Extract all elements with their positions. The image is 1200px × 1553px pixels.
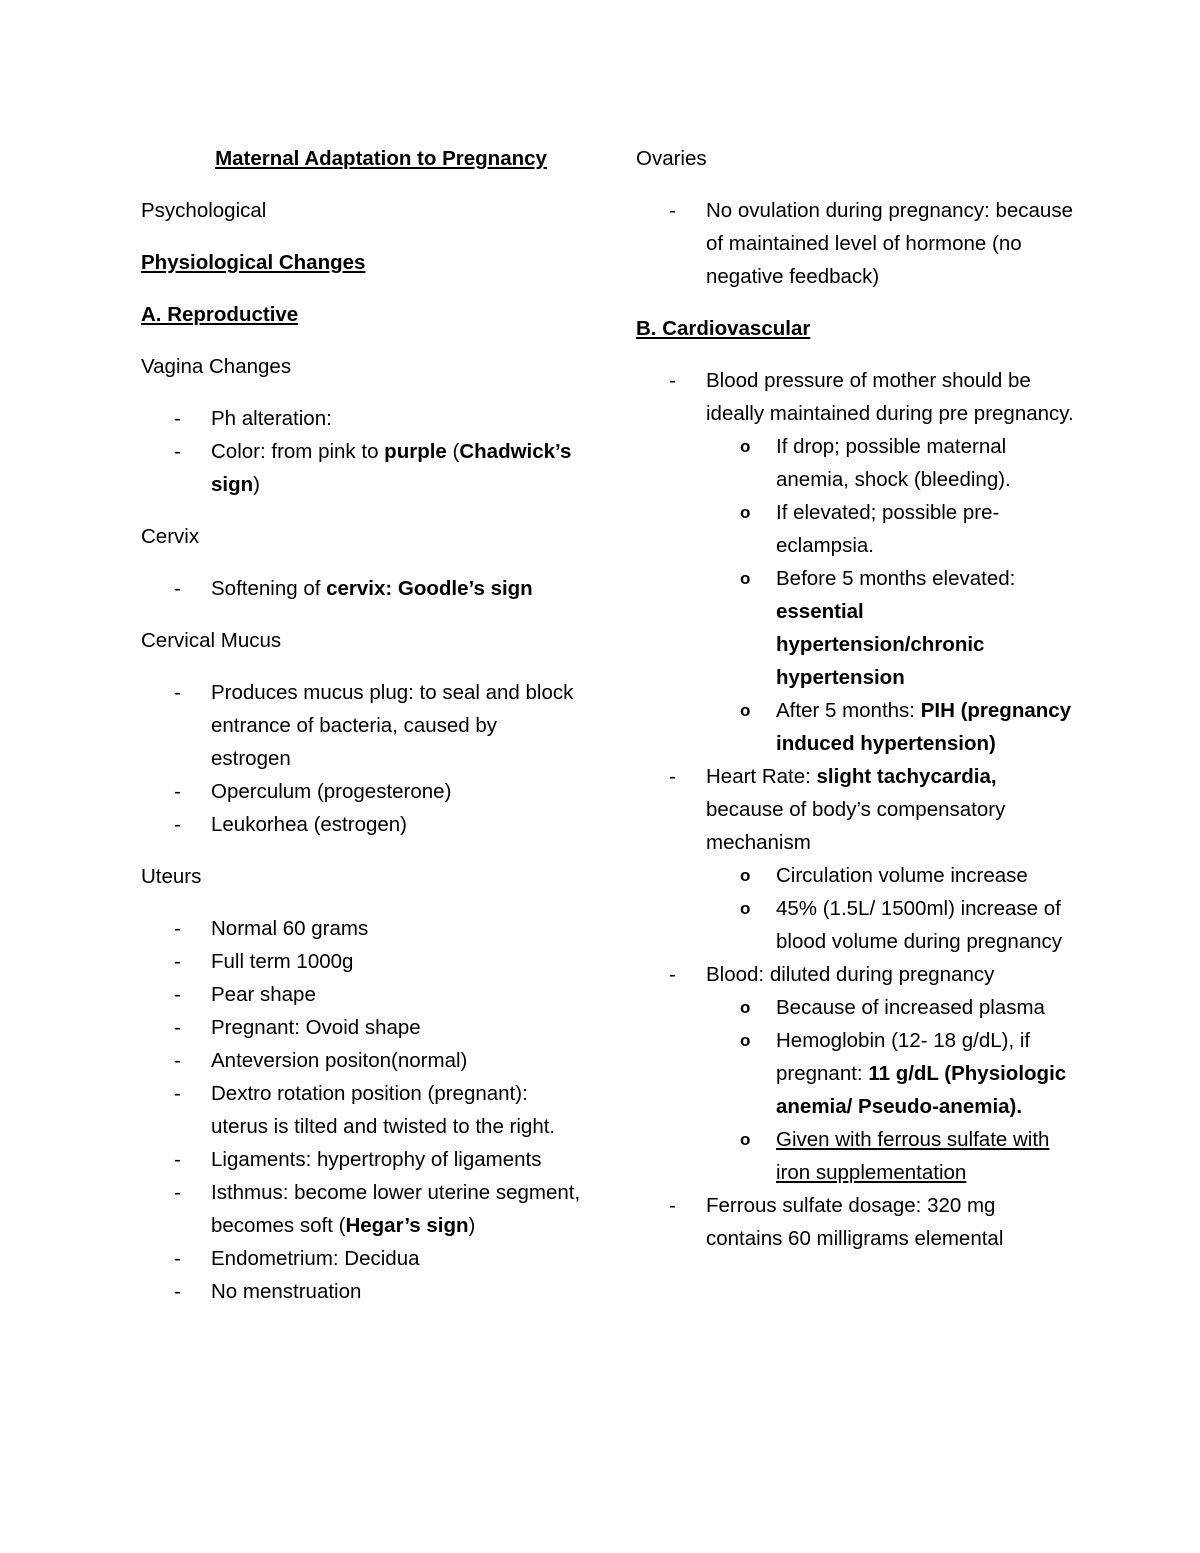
list-item: - Dextro rotation position (pregnant): uterus is tilted and twisted to the right.	[141, 1077, 581, 1143]
list-item: - Ligaments: hypertrophy of ligaments	[141, 1143, 581, 1176]
dash-marker: -	[669, 963, 676, 986]
dash-marker: -	[174, 407, 181, 430]
sub-list-item: o 45% (1.5L/ 1500ml) increase of blood volume during pregnancy	[636, 892, 1076, 958]
circle-bullet-icon: o	[740, 1031, 751, 1050]
heading-ovaries: Ovaries	[636, 147, 707, 170]
heading-cervix: Cervix	[141, 525, 200, 548]
section-a-reproductive: A. Reproductive	[141, 303, 299, 326]
dash-marker: -	[174, 813, 181, 836]
list-item: - Pregnant: Ovoid shape	[141, 1011, 581, 1044]
dash-marker: -	[669, 765, 676, 788]
list-item: - No ovulation during pregnancy: because of maintained level of hormone (no negative feedback)	[636, 194, 1076, 293]
list-item: - Operculum (progesterone)	[141, 775, 581, 808]
dash-marker: -	[174, 950, 181, 973]
dash-marker: -	[174, 917, 181, 940]
list-item: - Blood pressure of mother should be ideally maintained during pre pregnancy.	[636, 364, 1076, 430]
dash-marker: -	[174, 1082, 181, 1105]
heading-cervical-mucus: Cervical Mucus	[141, 629, 282, 652]
dash-marker: -	[174, 1016, 181, 1039]
list-item: - Anteversion positon(normal)	[141, 1044, 581, 1077]
list-item: - Pear shape	[141, 978, 581, 1011]
sub-list-item: o After 5 months: PIH (pregnancy induced hypertension)	[636, 694, 1076, 760]
sub-list-item: o Before 5 months elevated: essential hypertension/chronic hypertension	[636, 562, 1076, 694]
section-b-cardiovascular: B. Cardiovascular	[636, 317, 811, 340]
left-column	[141, 142, 581, 1308]
list-item: - Normal 60 grams	[141, 912, 581, 945]
list-item: - Color: from pink to purple (Chadwick’s sign)	[141, 435, 581, 501]
list-item: - Blood: diluted during pregnancy	[636, 958, 1076, 991]
heading-physiological-changes: Physiological Changes	[141, 251, 366, 274]
list-item: - Isthmus: become lower uterine segment, becomes soft (Hegar’s sign)	[141, 1176, 581, 1242]
circle-bullet-icon: o	[740, 899, 751, 918]
document-title: Maternal Adaptation to Pregnancy	[215, 147, 547, 170]
circle-bullet-icon: o	[740, 866, 751, 885]
circle-bullet-icon: o	[740, 998, 751, 1017]
circle-bullet-icon: o	[740, 569, 751, 588]
list-item: - Leukorhea (estrogen)	[141, 808, 581, 841]
dash-marker: -	[174, 780, 181, 803]
sub-list-item: o Circulation volume increase	[636, 859, 1076, 892]
sub-list-item: o Because of increased plasma	[636, 991, 1076, 1024]
right-column	[636, 142, 1076, 1255]
list-item: - Endometrium: Decidua	[141, 1242, 581, 1275]
dash-marker: -	[669, 369, 676, 392]
list-item: - Heart Rate: slight tachycardia, because of body’s compensatory mechanism	[636, 760, 1076, 859]
dash-marker: -	[174, 1049, 181, 1072]
list-item: - Softening of cervix: Goodle’s sign	[141, 572, 581, 605]
list-item: - Produces mucus plug: to seal and block entrance of bacteria, caused by estrogen	[141, 676, 581, 775]
dash-marker: -	[174, 983, 181, 1006]
circle-bullet-icon: o	[740, 437, 751, 456]
circle-bullet-icon: o	[740, 503, 751, 522]
dash-marker: -	[174, 1280, 181, 1303]
dash-marker: -	[174, 1247, 181, 1270]
dash-marker: -	[174, 440, 181, 463]
circle-bullet-icon: o	[740, 1130, 751, 1149]
list-item: - No menstruation	[141, 1275, 581, 1308]
heading-psychological: Psychological	[141, 199, 267, 222]
dash-marker: -	[174, 681, 181, 704]
sub-list-item: o If elevated; possible pre-eclampsia.	[636, 496, 1076, 562]
sub-list-item: o Given with ferrous sulfate with iron supplementation	[636, 1123, 1076, 1189]
list-item: - Ferrous sulfate dosage: 320 mg contains 60 milligrams elemental	[636, 1189, 1076, 1255]
heading-vagina-changes: Vagina Changes	[141, 355, 292, 378]
circle-bullet-icon: o	[740, 701, 751, 720]
sub-list-item: o Hemoglobin (12- 18 g/dL), if pregnant: 11 g/dL (Physiologic anemia/ Pseudo-anemia).	[636, 1024, 1076, 1123]
dash-marker: -	[174, 1148, 181, 1171]
dash-marker: -	[669, 199, 676, 222]
dash-marker: -	[174, 577, 181, 600]
dash-marker: -	[669, 1194, 676, 1217]
list-item: - Ph alteration:	[141, 402, 581, 435]
heading-uterus: Uteurs	[141, 865, 202, 888]
dash-marker: -	[174, 1181, 181, 1204]
list-item: - Full term 1000g	[141, 945, 581, 978]
sub-list-item: o If drop; possible maternal anemia, shock (bleeding).	[636, 430, 1076, 496]
